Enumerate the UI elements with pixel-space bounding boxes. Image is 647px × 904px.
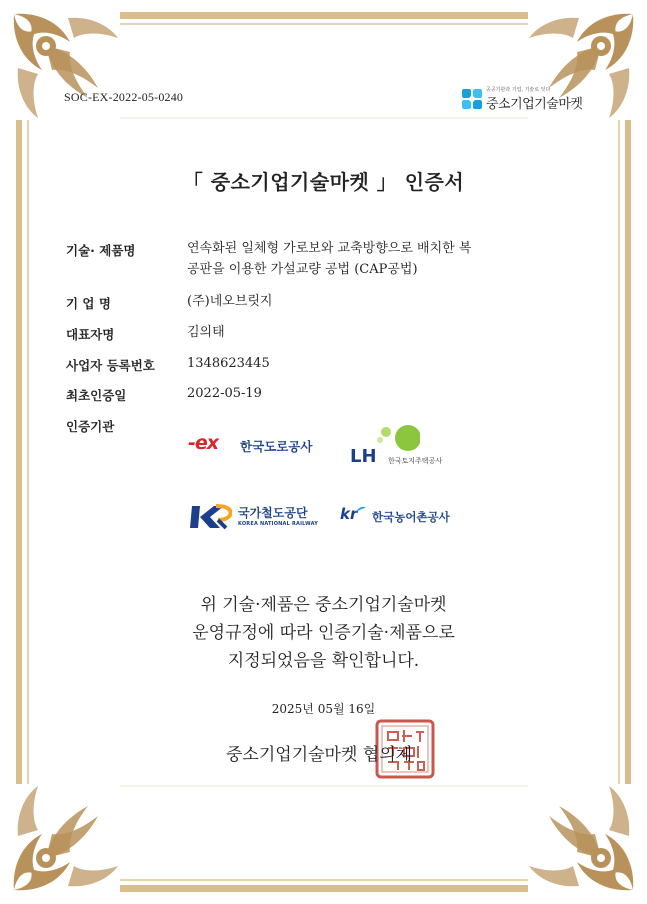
first-cert-label: 최초인증일 — [66, 388, 127, 403]
corner-ornament-top-left-icon — [8, 8, 126, 126]
agencies-label: 인증기관 — [66, 419, 115, 434]
bizno-label: 사업자 등록번호 — [66, 358, 155, 373]
krc-name: 한국농어촌공사 — [372, 510, 450, 524]
ceo-label: 대표자명 — [66, 327, 115, 342]
tech-value-line2: 공판을 이용한 가설교량 공법 (CAP공법) — [187, 262, 418, 277]
lh-mark: LH — [350, 446, 377, 467]
krc-leaf-icon — [356, 506, 366, 514]
logo-krc — [340, 505, 470, 531]
ex-name: 한국도로공사 — [240, 439, 313, 454]
ex-mark: -ex — [188, 432, 219, 454]
corner-ornament-bottom-left-icon — [8, 778, 126, 896]
kr-sub: KOREA NATIONAL RAILWAY — [238, 521, 319, 527]
ceo-value: 김의태 — [187, 325, 225, 340]
corner-ornament-bottom-right-icon — [521, 778, 639, 896]
logo-lh — [350, 422, 460, 468]
logo-korea-expressway — [188, 432, 318, 458]
brand-mark-icon — [462, 89, 482, 109]
krc-mark: kr — [340, 505, 358, 523]
bizno-value: 1348623445 — [187, 356, 270, 371]
issuer-name: 중소기업기술마켓 협의체 — [226, 745, 413, 765]
first-cert-value: 2022-05-19 — [187, 386, 262, 401]
tech-label: 기술· 제품명 — [66, 243, 136, 258]
brand-logo — [462, 86, 592, 112]
document-number: SOC-EX-2022-05-0240 — [64, 90, 184, 104]
company-value: (주)네오브릿지 — [187, 294, 273, 309]
statement-line3: 지정되었음을 확인합니다. — [227, 651, 420, 671]
kr-mark-icon — [188, 502, 232, 532]
tech-value-line1: 연속화된 일체형 가로보와 교축방향으로 배치한 복 — [187, 241, 472, 256]
issue-date: 2025년 05월 16일 — [271, 702, 376, 716]
lh-name: 한국토지주택공사 — [388, 457, 443, 465]
statement-line2: 운영규정에 따라 인증기술·제품으로 — [192, 623, 455, 643]
logo-kr — [188, 500, 318, 534]
kr-name: 국가철도공단 — [238, 506, 308, 520]
company-label: 기 업 명 — [66, 296, 111, 311]
brand-name: 중소기업기술마켓 — [486, 97, 583, 112]
brand-tagline: 공공기관과 기업, 기술로 잇다 — [486, 87, 551, 93]
page-title: 「 중소기업기술마켓 」 인증서 — [182, 170, 465, 194]
statement-line1: 위 기술·제품은 중소기업기술마켓 — [200, 595, 447, 615]
